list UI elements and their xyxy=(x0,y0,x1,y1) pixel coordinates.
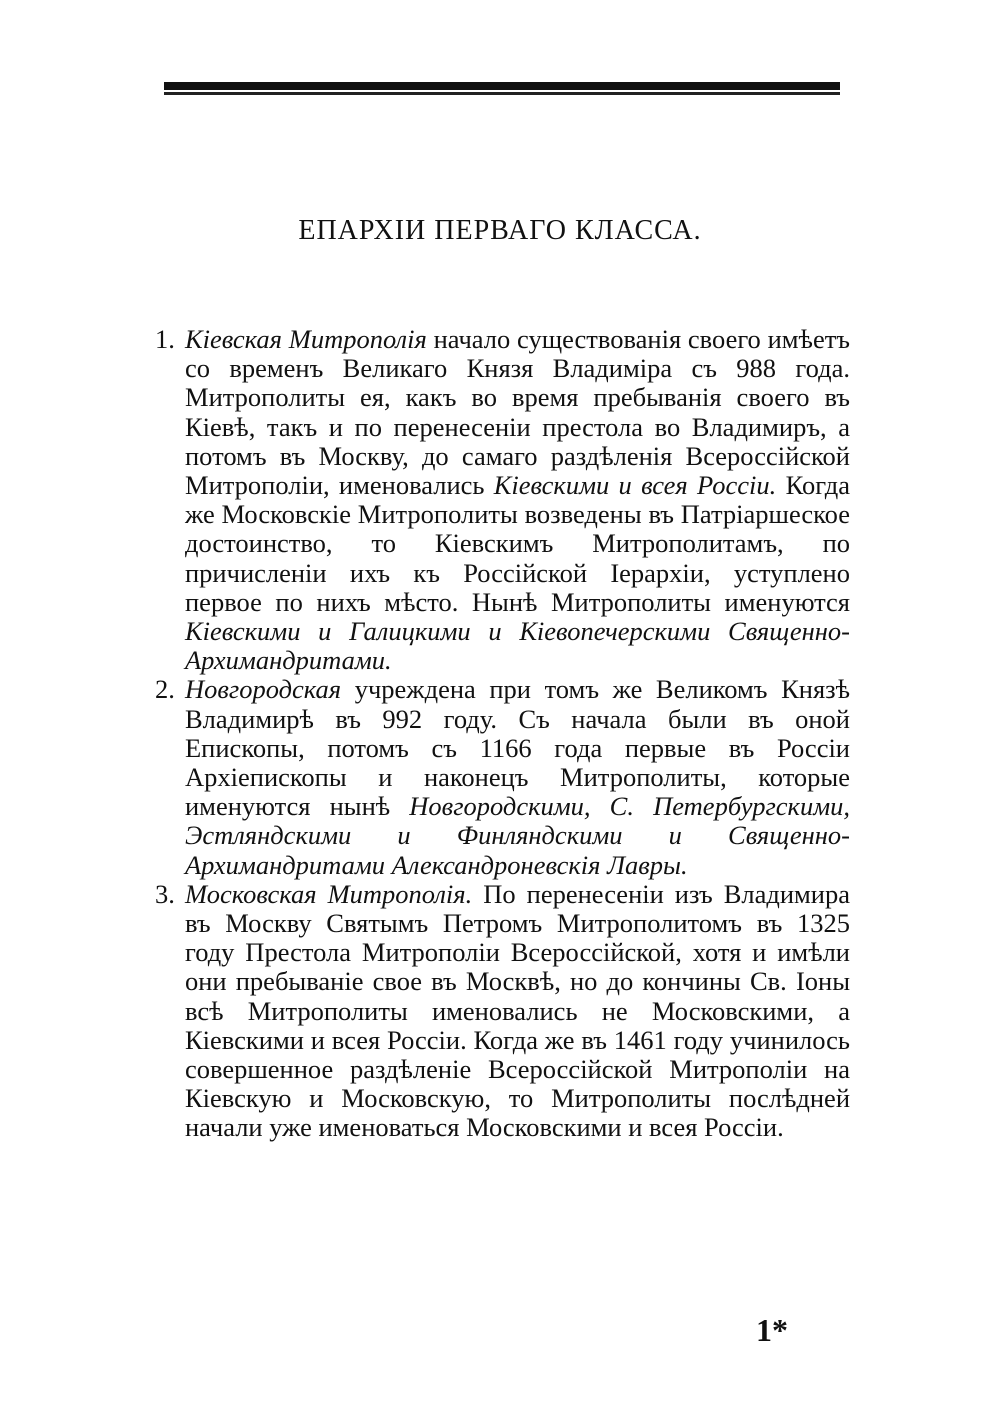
entry-body: По перенесенiи изъ Владимира въ Москву Святымъ Петромъ Митрополитомъ въ 1325 году Престола Митрополiи Всероссiйской, хотя и имѣли они пребыванiе свое въ Москвѣ, но до кончины Св. Iоны всѣ Митрополиты именовались не Московскими, а Кiевскими и всея Россiи. Когда же въ 1461 году учинилось совершенное раздѣленiе Всероссiйской Митрополiи на Кiевскую и Московскую, то Митрополиты послѣдней начали уже именоваться Московскими и всея Россiи. xyxy=(185,878,850,1143)
eparchy-entry-kiev xyxy=(155,325,850,675)
entry-body: Когда же Московскiе Митрополиты возведены въ Патрiаршеское достоинство, то Кiевскимъ Митрополитамъ, по причисленiи ихъ къ Россiйской Iерархiи, уступлено первое по нихъ мѣсто. Нынѣ Митрополиты именуются xyxy=(185,470,850,617)
entry-name: Московская Митрополiя. xyxy=(185,878,473,909)
page-number: 1* xyxy=(756,1312,788,1348)
entry-text xyxy=(185,324,850,675)
eparchy-entry-moscow xyxy=(155,880,850,1143)
top-rule-thin xyxy=(164,92,840,95)
entry-number: 2. xyxy=(155,674,175,705)
top-rule xyxy=(164,82,840,90)
page-title: ЕПАРХІИ ПЕРВАГО КЛАССА. xyxy=(298,215,702,246)
entry-body: начало существованiя своего имѣетъ со временъ Великаго Князя Владимiра съ 988 года. Митрополиты ея, какъ во время пребыванiя своего въ Кiевѣ, такъ и по перенесенiи престола во Владимиръ, а потомъ въ Москву, до самаго раздѣленiя Всероссiйской Митрополiи, именовались xyxy=(185,324,850,501)
entry-title-phrase: Кiевскими и всея Россiи. xyxy=(493,470,777,501)
entry-text xyxy=(185,674,850,879)
entry-number: 3. xyxy=(155,878,175,909)
eparchy-entry-novgorod xyxy=(155,675,850,879)
entry-title-phrase: Новгородскими, С. Петербургскими, Эстляндскими и Финляндскими и Священно-Архимандритами Александроневскiя Лавры. xyxy=(185,791,850,880)
entry-body: учреждена при томъ же Великомъ Князѣ Владимирѣ въ 992 году. Съ начала были въ оной Епископы, потомъ съ 1166 года первые въ Россiи Архiепископы и наконецъ Митрополиты, которые именуются нынѣ xyxy=(185,674,850,822)
entry-title-phrase: Кiевскими и Галицкими и Кiевопечерскими Священно-Архимандритами. xyxy=(185,616,850,676)
entry-name: Новгородская xyxy=(185,674,342,705)
eparchy-list xyxy=(155,325,850,1143)
entry-number: 1. xyxy=(155,324,175,354)
entry-text xyxy=(185,879,850,1143)
entry-name: Кiевская Митрополiя xyxy=(185,324,427,354)
